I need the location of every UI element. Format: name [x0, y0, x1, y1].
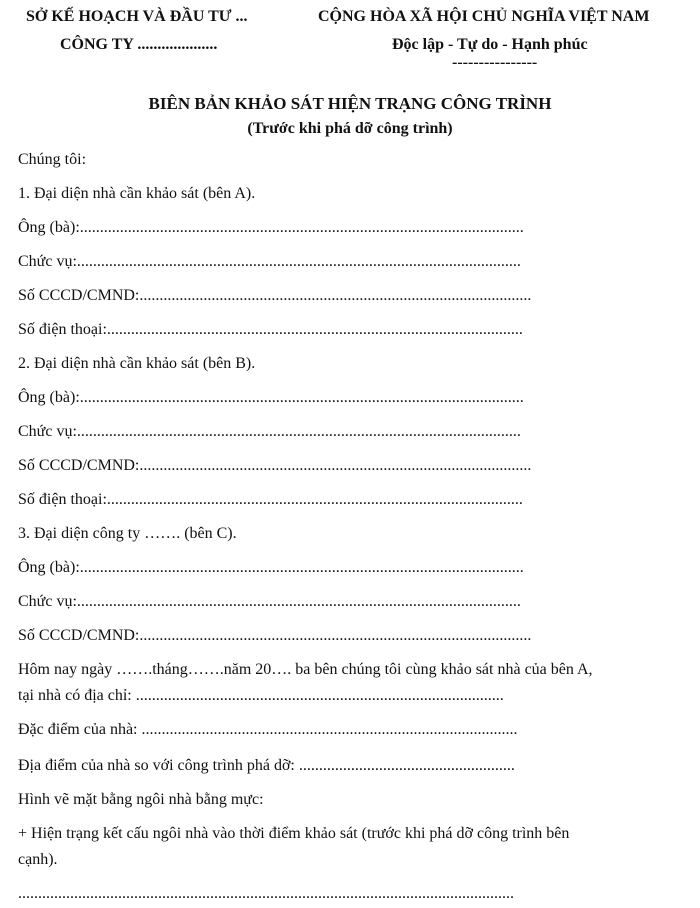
section-b-heading: 2. Đại diện nhà cần khảo sát (bên B).	[18, 355, 256, 372]
header-agency: SỞ KẾ HOẠCH VÀ ĐẦU TƯ ...	[26, 8, 248, 25]
intro-line: Chúng tôi:	[18, 151, 87, 168]
structure-status-field: ............................................................................................................................	[18, 885, 514, 902]
section-a-heading: 1. Đại diện nhà cần khảo sát (bên A).	[18, 185, 256, 202]
party-a-id-field: Số CCCD/CMND:..................................................................................................	[18, 287, 532, 304]
header-company: CÔNG TY ....................	[60, 36, 218, 53]
floor-plan-heading: Hình vẽ mặt bằng ngôi nhà bằng mực:	[18, 791, 264, 808]
structure-status-line-cont: cạnh).	[18, 851, 58, 868]
party-c-name-field: Ông (bà):...............................................................................................................	[18, 559, 524, 576]
header-national-title: CỘNG HÒA XÃ HỘI CHỦ NGHĨA VIỆT NAM	[318, 8, 650, 25]
page-title: BIÊN BẢN KHẢO SÁT HIỆN TRẠNG CÔNG TRÌNH	[148, 94, 552, 113]
page-subtitle: (Trước khi phá dỡ công trình)	[247, 120, 453, 137]
party-b-id-field: Số CCCD/CMND:..................................................................................................	[18, 457, 532, 474]
header-divider: ----------------	[452, 54, 538, 71]
house-location-field: Địa điểm của nhà so với công trình phá dỡ: ......................................................	[18, 757, 515, 774]
party-b-name-field: Ông (bà):...............................................................................................................	[18, 389, 524, 406]
party-c-id-field: Số CCCD/CMND:..................................................................................................	[18, 627, 532, 644]
party-c-position-field: Chức vụ:...............................................................................................................	[18, 593, 521, 610]
party-b-position-field: Chức vụ:...............................................................................................................	[18, 423, 521, 440]
address-field: tại nhà có địa chỉ: ............................................................................................	[18, 687, 504, 704]
date-statement: Hôm nay ngày …….tháng…….năm 20…. ba bên chúng tôi cùng khảo sát nhà của bên A,	[18, 661, 593, 678]
structure-status-line: + Hiện trạng kết cấu ngôi nhà vào thời điểm khảo sát (trước khi phá dỡ công trình bên	[18, 825, 570, 842]
party-a-position-field: Chức vụ:...............................................................................................................	[18, 253, 521, 270]
house-characteristics-field: Đặc điểm của nhà: ..............................................................................................	[18, 721, 518, 738]
section-c-heading: 3. Đại diện công ty ……. (bên C).	[18, 525, 237, 542]
header-motto: Độc lập - Tự do - Hạnh phúc	[392, 36, 588, 53]
party-a-phone-field: Số điện thoại:........................................................................................................	[18, 321, 523, 338]
party-a-name-field: Ông (bà):...............................................................................................................	[18, 219, 524, 236]
party-b-phone-field: Số điện thoại:........................................................................................................	[18, 491, 523, 508]
